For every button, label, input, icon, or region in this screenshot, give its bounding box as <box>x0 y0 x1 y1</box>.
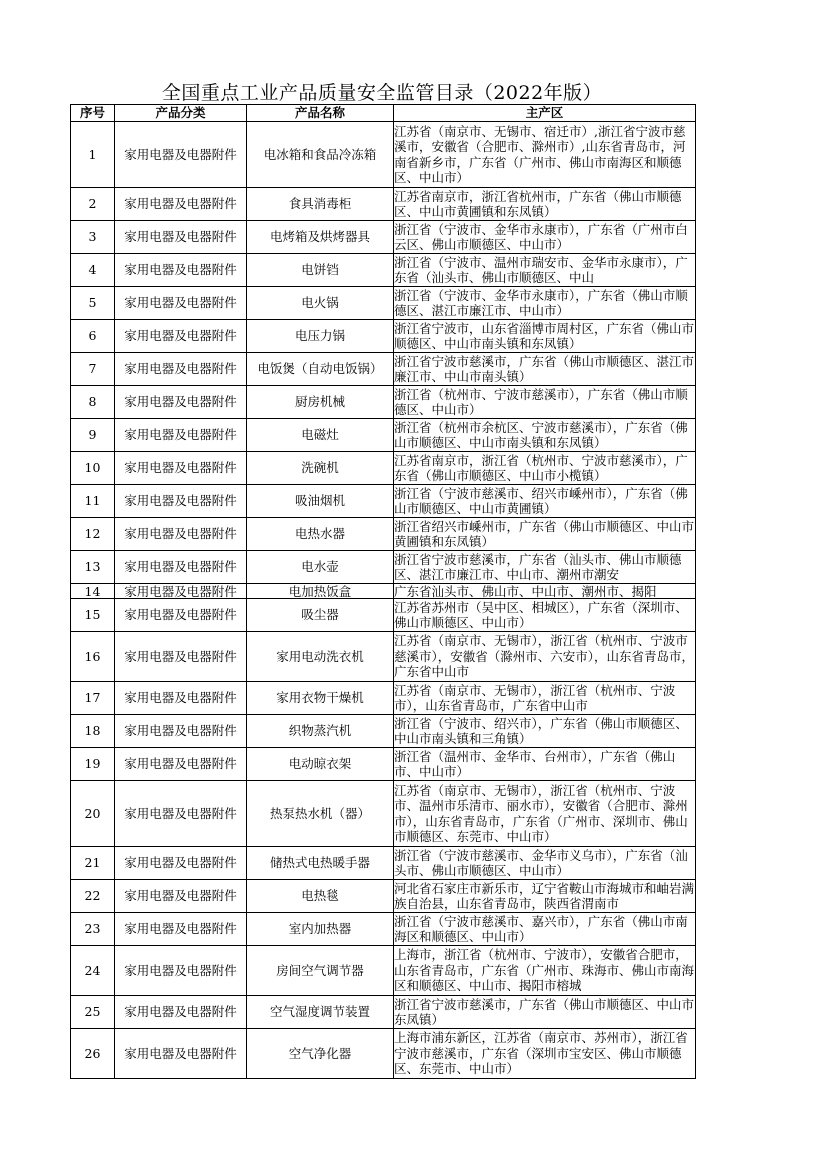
row-number: 13 <box>84 559 101 575</box>
product-category: 家用电器及电器附件 <box>124 229 237 245</box>
row-number: 24 <box>84 962 101 978</box>
product-category: 家用电器及电器附件 <box>124 526 237 542</box>
header-name: 产品名称 <box>247 105 394 122</box>
product-name: 电饭煲（自动电饭锅） <box>257 361 383 377</box>
row-number: 4 <box>88 262 97 278</box>
table-row <box>71 419 696 452</box>
product-category: 家用电器及电器附件 <box>124 559 237 575</box>
main-production-region: 浙江省（宁波市、金华市永康市），广东省（佛山市顺德区、湛江市廉江市、中山市） <box>394 287 688 318</box>
row-number: 23 <box>84 921 101 937</box>
row-number: 18 <box>84 723 101 739</box>
product-name: 家用衣物干燥机 <box>276 690 364 706</box>
main-production-region: 浙江省（宁波市、金华市永康市），广东省（广州市白云区、佛山市顺德区、中山市） <box>394 221 688 252</box>
row-number: 19 <box>84 756 101 772</box>
product-name: 电热毯 <box>301 888 339 904</box>
product-category: 家用电器及电器附件 <box>124 888 237 904</box>
product-name: 吸尘器 <box>301 607 339 623</box>
row-number: 6 <box>88 328 97 344</box>
main-production-region: 江苏省苏州市（吴中区、相城区），广东省（深圳市、佛山市顺德区、中山市） <box>394 599 688 630</box>
product-category: 家用电器及电器附件 <box>124 361 237 377</box>
product-name: 吸油烟机 <box>294 493 345 509</box>
product-name: 食具消毒柜 <box>288 196 352 212</box>
table-row <box>71 254 696 287</box>
main-production-region: 浙江省绍兴市嵊州市，广东省（佛山市顺德区、中山市黄圃镇和东凤镇） <box>394 518 695 549</box>
table-row <box>71 781 696 847</box>
product-name: 电动晾衣架 <box>288 756 352 772</box>
product-name: 热泵热水机（器） <box>269 805 370 821</box>
row-number: 3 <box>88 229 97 245</box>
product-category: 家用电器及电器附件 <box>124 262 237 278</box>
main-production-region: 浙江省（宁波市、绍兴市），广东省（佛山市顺德区、中山市南头镇和三角镇） <box>394 715 688 746</box>
table-row <box>71 880 696 913</box>
header-no: 序号 <box>71 105 115 122</box>
main-production-region: 江苏省（南京市、无锡市），浙江省（杭州市、宁波市、温州市乐清市、丽水市），安徽省（合肥市、滁州市），山东省青岛市，广东省（广州市、深圳市、佛山市顺德区、东莞市、中山市） <box>394 782 688 844</box>
table-row <box>71 452 696 485</box>
table-row <box>71 287 696 320</box>
main-production-region: 江苏省南京市，浙江省（杭州市、宁波市慈溪市），广东省（佛山市顺德区、中山市小榄镇） <box>394 452 688 483</box>
table-row <box>71 996 696 1029</box>
table-row <box>71 122 696 188</box>
table-row <box>71 584 696 599</box>
product-name: 电饼铛 <box>301 262 339 278</box>
main-production-region: 浙江省宁波市慈溪市，广东省（汕头市、佛山市顺德区、湛江市廉江市、中山市、潮州市潮安 <box>394 551 682 582</box>
row-number: 21 <box>84 855 101 871</box>
product-name: 电加热饭盒 <box>288 584 352 598</box>
main-production-region: 浙江省（宁波市慈溪市、金华市义乌市），广东省（汕头市、佛山市顺德区、中山市） <box>394 847 688 878</box>
table-row <box>71 485 696 518</box>
product-category: 家用电器及电器附件 <box>124 723 237 739</box>
table-header-row <box>71 105 696 122</box>
table-row <box>71 599 696 632</box>
row-number: 14 <box>84 584 101 598</box>
product-name: 储热式电热暖手器 <box>269 855 370 871</box>
product-category: 家用电器及电器附件 <box>124 493 237 509</box>
product-category: 家用电器及电器附件 <box>124 295 237 311</box>
table-row <box>71 748 696 781</box>
product-category: 家用电器及电器附件 <box>124 1045 237 1061</box>
main-production-region: 浙江省（宁波市慈溪市、嘉兴市），广东省（佛山市南海区和顺德区、中山市） <box>394 913 688 944</box>
row-number: 20 <box>84 805 101 821</box>
row-number: 16 <box>84 648 101 664</box>
product-category: 家用电器及电器附件 <box>124 328 237 344</box>
main-production-region: 江苏省（南京市、无锡市），浙江省（杭州市、宁波市慈溪市），安徽省（滁州市、六安市），山东省青岛市，广东省中山市 <box>394 633 695 680</box>
product-category: 家用电器及电器附件 <box>124 607 237 623</box>
table-body <box>71 122 696 1079</box>
product-name: 电冰箱和食品冷冻箱 <box>263 146 377 162</box>
table-row <box>71 320 696 353</box>
table-row <box>71 1029 696 1079</box>
table-row <box>71 353 696 386</box>
product-name: 电火锅 <box>301 295 339 311</box>
product-category: 家用电器及电器附件 <box>124 584 237 598</box>
main-production-region: 浙江省（温州市、金华市、台州市），广东省（佛山市、中山市） <box>394 748 676 779</box>
table-row <box>71 188 696 221</box>
table-row <box>71 913 696 946</box>
product-category: 家用电器及电器附件 <box>124 855 237 871</box>
product-category: 家用电器及电器附件 <box>124 648 237 664</box>
product-category: 家用电器及电器附件 <box>124 427 237 443</box>
product-name: 织物蒸汽机 <box>288 723 352 739</box>
main-production-region: 浙江省（杭州市余杭区、宁波市慈溪市），广东省（佛山市顺德区、中山市南头镇和东凤镇） <box>394 419 688 450</box>
row-number: 25 <box>84 1004 101 1020</box>
product-name: 空气湿度调节装置 <box>269 1004 370 1020</box>
header-region: 主产区 <box>394 105 696 122</box>
table-row <box>71 551 696 584</box>
table-row <box>71 847 696 880</box>
main-production-region: 上海市浦东新区，江苏省（南京市、苏州市），浙江省宁波市慈溪市，广东省（深圳市宝安区、佛山市顺德区、东莞市、中山市） <box>394 1030 688 1077</box>
product-catalog-table <box>70 104 696 1079</box>
row-number: 15 <box>84 607 101 623</box>
product-name: 房间空气调节器 <box>276 962 364 978</box>
page-title: 全国重点工业产品质量安全监管目录（2022年版） <box>161 82 603 104</box>
product-category: 家用电器及电器附件 <box>124 460 237 476</box>
product-category: 家用电器及电器附件 <box>124 805 237 821</box>
product-name: 电磁灶 <box>301 427 339 443</box>
header-category: 产品分类 <box>115 105 247 122</box>
product-name: 室内加热器 <box>288 921 352 937</box>
product-category: 家用电器及电器附件 <box>124 146 237 162</box>
product-name: 电热水器 <box>294 526 345 542</box>
row-number: 7 <box>88 361 97 377</box>
row-number: 5 <box>88 295 97 311</box>
product-name: 洗碗机 <box>301 460 339 476</box>
row-number: 17 <box>84 690 101 706</box>
main-production-region: 浙江省（宁波市慈溪市、绍兴市嵊州市），广东省（佛山市顺德区、中山市黄圃镇） <box>394 485 688 516</box>
main-production-region: 河北省石家庄市新乐市，辽宁省鞍山市海城市和岫岩满族自治县，山东省青岛市，陕西省渭南市 <box>394 880 695 911</box>
product-name: 空气净化器 <box>288 1045 352 1061</box>
row-number: 2 <box>88 196 97 212</box>
main-production-region: 江苏省（南京市、无锡市），浙江省（杭州市、宁波市），山东省青岛市，广东省中山市 <box>394 682 676 713</box>
main-production-region: 浙江省宁波市，山东省淄博市周村区，广东省（佛山市顺德区、中山市南头镇和东凤镇） <box>394 320 695 351</box>
product-name: 电烤箱及烘烤器具 <box>269 229 370 245</box>
row-number: 26 <box>84 1045 101 1061</box>
row-number: 8 <box>88 394 97 410</box>
main-production-region: 浙江省（杭州市、宁波市慈溪市），广东省（佛山市顺德区、中山市） <box>394 386 688 417</box>
row-number: 9 <box>88 427 97 443</box>
product-category: 家用电器及电器附件 <box>124 756 237 772</box>
table-row <box>71 946 696 996</box>
row-number: 22 <box>84 888 101 904</box>
main-production-region: 浙江省宁波市慈溪市，广东省（佛山市顺德区、湛江市廉江市、中山市南头镇） <box>394 353 695 384</box>
row-number: 12 <box>84 526 101 542</box>
table-row <box>71 518 696 551</box>
product-name: 电水壶 <box>301 559 339 575</box>
table-row <box>71 682 696 715</box>
table-row <box>71 715 696 748</box>
product-category: 家用电器及电器附件 <box>124 1004 237 1020</box>
product-category: 家用电器及电器附件 <box>124 690 237 706</box>
main-production-region: 浙江省宁波市慈溪市，广东省（佛山市顺德区、中山市东凤镇） <box>394 996 695 1027</box>
main-production-region: 广东省汕头市、佛山市、中山市、潮州市、揭阳 <box>394 584 657 598</box>
main-production-region: 上海市，浙江省（杭州市、宁波市），安徽省合肥市，山东省青岛市，广东省（广州市、珠海市、佛山市南海区和顺德区、中山市、揭阳市榕城 <box>394 947 695 994</box>
table-row <box>71 632 696 682</box>
product-name: 电压力锅 <box>294 328 345 344</box>
table-row <box>71 386 696 419</box>
main-production-region: 浙江省（宁波市、温州市瑞安市、金华市永康市），广东省（汕头市、佛山市顺德区、中山 <box>394 254 688 285</box>
row-number: 11 <box>84 493 101 509</box>
product-category: 家用电器及电器附件 <box>124 921 237 937</box>
row-number: 1 <box>88 146 97 162</box>
table-row <box>71 221 696 254</box>
main-production-region: 江苏省（南京市、无锡市、宿迁市）,浙江省宁波市慈溪市，安徽省（合肥市、滁州市）,山东省青岛市，河南省新乡市，广东省（广州市、佛山市南海区和顺德区、中山市） <box>394 123 686 185</box>
row-number: 10 <box>84 460 101 476</box>
main-production-region: 江苏省南京市，浙江省杭州市，广东省（佛山市顺德区、中山市黄圃镇和东凤镇） <box>394 188 682 219</box>
product-category: 家用电器及电器附件 <box>124 196 237 212</box>
product-name: 家用电动洗衣机 <box>276 648 364 664</box>
product-category: 家用电器及电器附件 <box>124 394 237 410</box>
product-name: 厨房机械 <box>294 394 345 410</box>
product-category: 家用电器及电器附件 <box>124 962 237 978</box>
